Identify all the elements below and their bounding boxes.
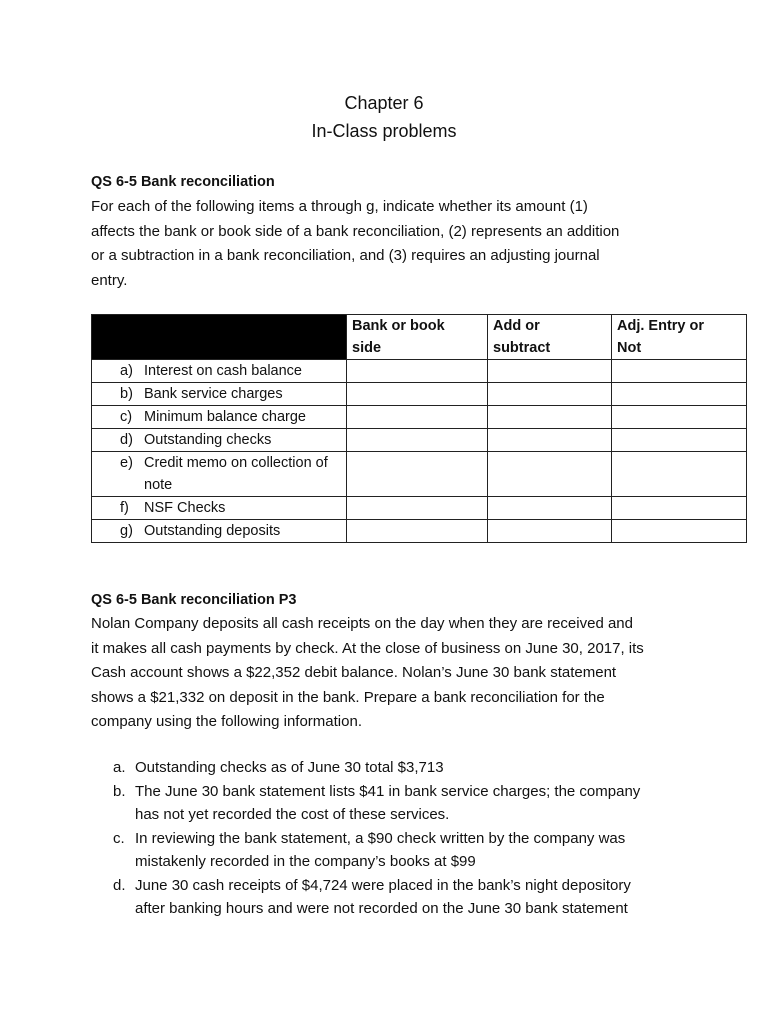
item-text: Minimum balance charge (144, 409, 306, 425)
answer-cell[interactable] (488, 383, 612, 406)
problem-line: it makes all cash payments by check. At the close of business on June 30, 2017, its (91, 639, 644, 657)
answer-cell[interactable] (347, 360, 488, 383)
list-item-line: has not yet recorded the cost of these services. (135, 806, 450, 823)
list-marker: c. (113, 829, 125, 847)
item-letter: g) (120, 523, 133, 539)
list-item (113, 756, 693, 780)
list-item-line: Outstanding checks as of June 30 total $3,713 (135, 759, 444, 776)
list-item (113, 874, 693, 921)
answer-cell[interactable] (488, 360, 612, 383)
list-item (113, 780, 693, 827)
answer-cell[interactable] (488, 497, 612, 520)
list-item (113, 827, 693, 874)
answer-cell[interactable] (612, 452, 747, 497)
item-letter: e) (120, 455, 133, 471)
table-row (92, 429, 747, 452)
list-item-line: June 30 cash receipts of $4,724 were placed in the bank’s night depository (135, 876, 631, 894)
item-cell (92, 406, 347, 429)
answer-cell[interactable] (612, 383, 747, 406)
item-letter: d) (120, 432, 133, 448)
answer-cell[interactable] (488, 429, 612, 452)
table-row (92, 520, 747, 543)
item-cell (92, 383, 347, 406)
table-header-row (92, 315, 747, 360)
item-letter: f) (120, 500, 129, 516)
table-row (92, 452, 747, 497)
information-list (113, 756, 693, 921)
problem-line: company using the following information. (91, 713, 362, 730)
answer-cell[interactable] (488, 452, 612, 497)
item-letter: c) (120, 409, 133, 425)
list-item-line: mistakenly recorded in the company’s books at $99 (135, 853, 476, 870)
list-marker: b. (113, 782, 126, 800)
problem-line: shows a $21,332 on deposit in the bank. Prepare a bank reconciliation for the (91, 688, 605, 706)
reconciliation-table (91, 314, 747, 543)
item-letter: b) (120, 386, 133, 402)
blank-header-cell (92, 315, 347, 360)
item-cell (92, 429, 347, 452)
answer-cell[interactable] (612, 520, 747, 543)
item-text: Outstanding deposits (144, 523, 281, 539)
instruction-line: affects the bank or book side of a bank reconciliation, (2) represents an addition (91, 222, 620, 240)
item-cell (92, 497, 347, 520)
answer-cell[interactable] (612, 406, 747, 429)
problem-line: Cash account shows a $22,352 debit balance. Nolan’s June 30 bank statement (91, 664, 617, 681)
table-row (92, 360, 747, 383)
answer-cell[interactable] (347, 383, 488, 406)
section1-heading: QS 6-5 Bank reconciliation (91, 174, 275, 190)
answer-cell[interactable] (347, 520, 488, 543)
list-marker: d. (113, 876, 126, 894)
item-cell (92, 520, 347, 543)
item-text: Credit memo on collection of note (144, 455, 328, 493)
problem-line: Nolan Company deposits all cash receipts on the day when they are received and (91, 615, 633, 632)
instruction-line: entry. (91, 271, 128, 289)
section2-heading: QS 6-5 Bank reconciliation P3 (91, 592, 297, 608)
item-text: Bank service charges (144, 386, 283, 402)
header-add-or-subtract: Add or subtract (488, 315, 612, 360)
item-letter: a) (120, 363, 133, 379)
answer-cell[interactable] (347, 497, 488, 520)
list-item-line: The June 30 bank statement lists $41 in bank service charges; the company (135, 782, 641, 800)
item-text: Outstanding checks (144, 432, 272, 448)
header-bank-or-book: Bank or book side (347, 315, 488, 360)
answer-cell[interactable] (612, 360, 747, 383)
table-row (92, 497, 747, 520)
table-row (92, 406, 747, 429)
item-cell (92, 452, 347, 497)
answer-cell[interactable] (488, 520, 612, 543)
answer-cell[interactable] (612, 497, 747, 520)
list-marker: a. (113, 759, 126, 776)
item-cell (92, 360, 347, 383)
answer-cell[interactable] (612, 429, 747, 452)
item-text: NSF Checks (144, 500, 226, 516)
answer-cell[interactable] (347, 406, 488, 429)
table-row (92, 383, 747, 406)
header-adj-entry: Adj. Entry or Not (612, 315, 747, 360)
answer-cell[interactable] (347, 429, 488, 452)
instruction-line: For each of the following items a through g, indicate whether its amount (1) (91, 198, 588, 215)
list-item-line: after banking hours and were not recorded on the June 30 bank statement (135, 900, 628, 917)
section1-instructions (91, 195, 681, 293)
instruction-line: or a subtraction in a bank reconciliation, and (3) requires an adjusting journal (91, 247, 600, 264)
answer-cell[interactable] (488, 406, 612, 429)
list-item-line: In reviewing the bank statement, a $90 check written by the company was (135, 829, 626, 847)
answer-cell[interactable] (347, 452, 488, 497)
chapter-title: Chapter 6 (344, 93, 424, 113)
page-subtitle: In-Class problems (311, 121, 457, 141)
item-text: Interest on cash balance (144, 363, 302, 379)
section2-problem-text (91, 612, 681, 735)
